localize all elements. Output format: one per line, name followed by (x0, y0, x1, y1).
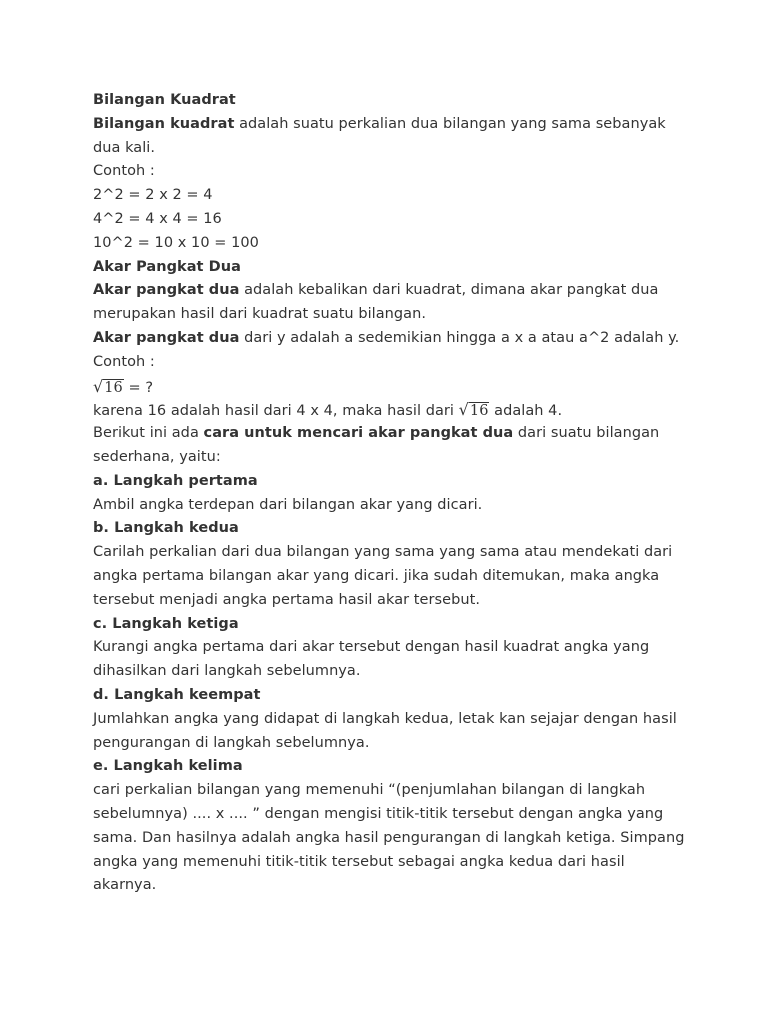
step-c-text: Kurangi angka pertama dari akar tersebut dengan hasil kuadrat angka yang (93, 639, 650, 656)
paragraph-2-line-1: Akar pangkat dua adalah kebalikan dari kuadrat, dimana akar pangkat dua (93, 282, 659, 299)
step-c-text: dihasilkan dari langkah sebelumnya. (93, 663, 361, 680)
bold-term: cara untuk mencari akar pangkat dua (203, 425, 514, 442)
example-1: 2^2 = 2 x 2 = 4 (93, 187, 213, 204)
karena-line: karena 16 adalah hasil dari 4 x 4, maka hasil dari √16 adalah 4. (93, 398, 693, 422)
step-e-text: akarnya. (93, 877, 157, 894)
example-3: 10^2 = 10 x 10 = 100 (93, 234, 259, 251)
step-a-text: Ambil angka terdepan dari bilangan akar yang dicari. (93, 496, 483, 513)
example-2: 4^2 = 4 x 4 = 16 (93, 210, 222, 227)
step-e-text: angka yang memenuhi titik-titik tersebut sebagai angka kedua dari hasil (93, 853, 625, 870)
bold-term: Akar pangkat dua (93, 282, 240, 299)
sqrt-example-line: √16 = ? (93, 375, 693, 399)
step-heading-e: e. Langkah kelima (93, 758, 243, 775)
bold-term: Akar pangkat dua (93, 329, 240, 346)
radicand: 16 (469, 403, 489, 420)
step-b-text: Carilah perkalian dari dua bilangan yang sama yang sama atau mendekati dari (93, 544, 673, 561)
step-heading-c: c. Langkah ketiga (93, 615, 239, 632)
section-heading: Akar Pangkat Dua (93, 258, 241, 275)
paragraph-2-line-2: merupakan hasil dari kuadrat suatu bilangan. (93, 306, 427, 323)
doc-title: Bilangan Kuadrat (93, 92, 236, 108)
step-heading-a: a. Langkah pertama (93, 472, 258, 489)
paragraph-4-line-1: Berikut ini ada cara untuk mencari akar pangkat dua dari suatu bilangan (93, 425, 660, 442)
sqrt-expression (459, 398, 490, 424)
paragraph-1-line-1: Bilangan kuadrat adalah suatu perkalian dua bilangan yang sama sebanyak (93, 115, 666, 132)
bold-term: Bilangan kuadrat (93, 115, 235, 132)
step-e-text: sebelumnya) .... x .... ” dengan mengisi titik-titik tersebut dengan angka yang (93, 805, 664, 822)
step-heading-d: d. Langkah keempat (93, 686, 261, 703)
step-b-text: tersebut menjadi angka pertama hasil akar tersebut. (93, 591, 480, 608)
sqrt-symbol-icon: √ (93, 376, 104, 396)
step-b-text: angka pertama bilangan akar yang dicari. jika sudah ditemukan, maka angka (93, 567, 660, 584)
contoh-label: Contoh : (93, 163, 155, 180)
sqrt-expression (93, 375, 124, 401)
paragraph-1-line-2: dua kali. (93, 139, 156, 156)
step-e-text: cari perkalian bilangan yang memenuhi “(penjumlahan bilangan di langkah (93, 782, 646, 799)
step-d-text: pengurangan di langkah sebelumnya. (93, 734, 370, 751)
paragraph-4-line-2: sederhana, yaitu: (93, 448, 221, 465)
step-heading-b: b. Langkah kedua (93, 520, 239, 537)
contoh-label: Contoh : (93, 353, 155, 370)
sqrt-symbol-icon: √ (458, 400, 469, 420)
document-body (93, 89, 693, 898)
paragraph-3: Akar pangkat dua dari y adalah a sedemikian hingga a x a atau a^2 adalah y. (93, 329, 680, 346)
radicand: 16 (104, 379, 123, 396)
step-e-text: sama. Dan hasilnya adalah angka hasil pengurangan di langkah ketiga. Simpang (93, 829, 685, 846)
step-d-text: Jumlahkan angka yang didapat di langkah kedua, letak kan sejajar dengan hasil (93, 710, 677, 727)
